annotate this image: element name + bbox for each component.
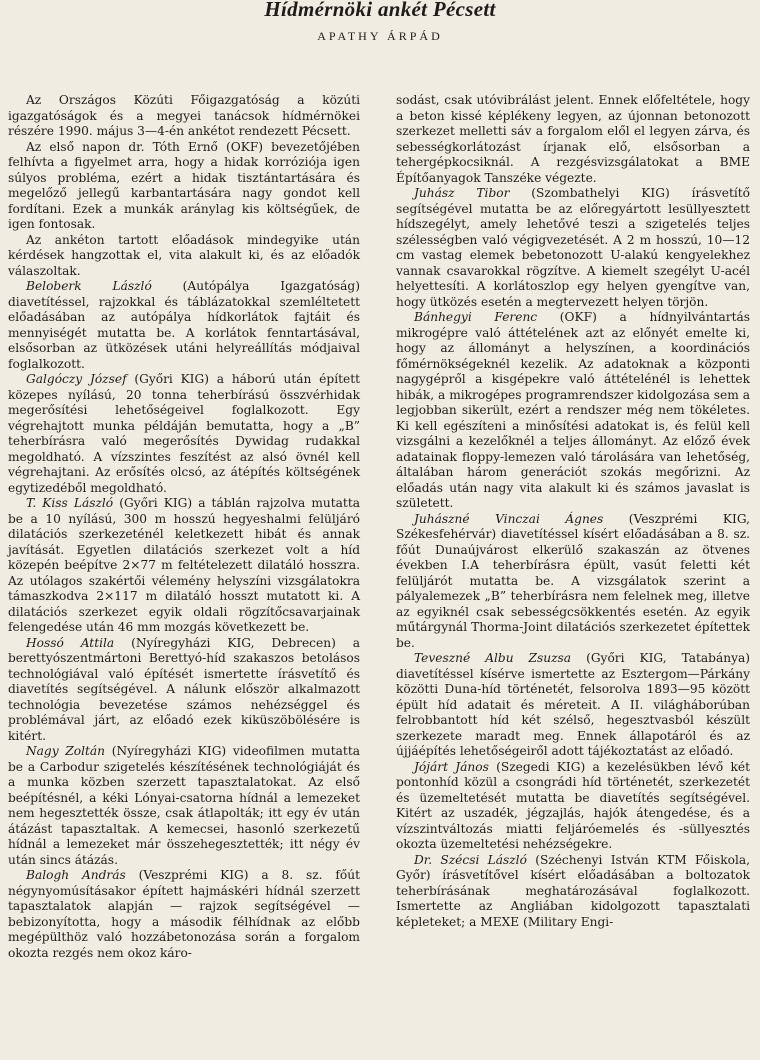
paragraph-text: sodást, csak utóvibrálást jelent. Ennek előfeltétele, hogy a beton kissé képlékeny legyen, az újonnan betonozott szerkezet melletti sáv a forgalom elől el legyen zárva, és sebességkorlátozást írjanak elő, elsősorban a tehergépkocsiknál. A rezgésvizsgálatokat a BME Építőanyagok Tanszéke végezte. xyxy=(396,93,750,185)
paragraph-text: Az első napon dr. Tóth Ernő (OKF) bevezetőjében felhívta a figyelmet arra, hogy a hidak korróziója igen súlyos probléma, ezért a hidak tisztántartására és megelőző jellegű karbantartására nagy gondot kell fordítani. Ezek a munkák aránylag kis költségűek, de igen fontosak. xyxy=(8,139,360,231)
speaker-name: Hossó Attila xyxy=(26,635,115,650)
paragraph xyxy=(8,372,360,496)
paragraph-text: (Veszprémi KIG, Székesfehérvár) diavetítéssel kísért előadásában a 8. sz. főút Dunaújvárost elkerülő szakaszán az ötvenes években I.A teherbírásra épült, vasút feletti két felüljárót mutatta be. A vizsgálatok szerint a pályalemezek „B” teherbírásra nem felelnek meg, illetve az egyiknél csak sebességcsökkentés esetén. Az egyik műtárgynál Thorma-Joint dilatációs szerkezetet építettek be. xyxy=(396,511,750,650)
paragraph xyxy=(396,853,750,931)
speaker-name: Juhászné Vinczai Ágnes xyxy=(414,511,604,526)
paragraph xyxy=(8,744,360,868)
paragraph xyxy=(396,651,750,760)
speaker-name: Juhász Tibor xyxy=(414,186,510,200)
paragraph xyxy=(8,233,360,280)
paragraph xyxy=(8,496,360,636)
paragraph xyxy=(8,636,360,745)
right-column xyxy=(396,93,750,930)
paragraph-text: (Nyíregyházi KIG) videofilmen mutatta be a Carbodur szigetelés készítésének technológiáját és a munka közben szerzett tapasztalatokat. Az első beépítésnél, a kéki Lónyai-csatorna hídnál a lemezeket nem hegesztették össze, csak átlapolták; itt egy év után átázást tapasztaltak. A kemecsei, hasonló szerkezetű hídnál a lemezeket már összehegesztették; itt négy év után sincs átázás. xyxy=(8,744,360,867)
paragraph-text: (Győri KIG) a táblán rajzolva mutatta be a 10 nyílású, 300 m hosszú hegyeshalmi felüljáró dilatációs szerkezeténél keletkezett hibát és annak javítását. Egyetlen dilatációs szerkezet volt a híd közepén beépítve 2×77 m feltételezett dilatáló hosszra. Az utólagos szakértői vélemény helyszíni vizsgálatokra támaszkodva 2×117 m dilatáló hosszt mutatott ki. A dilatációs szerkezet egyik oldali rögzítőcsavarjainak felengedése után 46 mm mozgás következett be. xyxy=(8,496,360,634)
paragraph-text: (Nyíregyházi KIG, Debrecen) a berettyószentmártoni Berettyó-híd szakaszos betolásos technológiával való építését ismertette írásvetítő és diavetítés segítségével. A nálunk először alkalmazott technológia bevezetése számos nehézséggel és problémával járt, az előadó ezek kiküszöbölésére is kitért. xyxy=(8,635,360,743)
speaker-name: Galgóczy József xyxy=(26,372,127,386)
paragraph xyxy=(8,868,360,961)
paragraph-text: Az ankéton tartott előadások mindegyike után kérdések hangzottak el, vita alakult ki, és az előadók válaszoltak. xyxy=(8,232,360,278)
speaker-name: Dr. Szécsi László xyxy=(414,852,527,867)
speaker-name: Bánhegyi Ferenc xyxy=(414,310,538,324)
article-author: APATHY ÁRPÁD xyxy=(317,29,443,43)
paragraph-text: (Veszprémi KIG) a 8. sz. főút négynyomúsításakor épített hajmáskéri hídnál szerzett tapasztalatok alapján — rajzok segítségével — bebizonyította, hogy a második félhídnak az előbb megépülthöz való hozzábetonozása során a forgalom okozta rezgés nem okoz káro- xyxy=(8,868,360,960)
left-column xyxy=(8,93,360,961)
paragraph xyxy=(396,93,750,186)
paragraph-text: (Győri KIG, Tatabánya) diavetítéssel kísérve ismertette az Esztergom—Párkány közötti Duna-híd történetét, felsorolva 1893—95 között épült híd adatait és méreteit. A II. világháborúban felrobbantott híd két szélső, hegesztvasból készült szerkezete maradt meg. Ennek állapotáról és az újjáépítés lehetőségeiről adott tájékoztatást az előadó. xyxy=(396,651,751,758)
speaker-name: T. Kiss László xyxy=(26,496,114,510)
paragraph xyxy=(396,186,750,310)
paragraph-text: (Autópálya Igazgatóság) diavetítéssel, rajzokkal és táblázatokkal szemléltetett előadásában az autópálya hídkorlátok fajtáit és mennyiségét mutatta be. A korlátok fenntartásával, elsősorban az ütközések utáni helyreállítás módjaival foglalkozott. xyxy=(8,279,360,371)
speaker-name: Teveszné Albu Zsuzsa xyxy=(414,651,572,665)
paragraph xyxy=(396,760,750,853)
paragraph-text: (Szombathelyi KIG) írásvetítő segítségével mutatta be az előregyártott lesüllyesztett hídszegélyt, amely lehetővé teszi a szigetelés teljes szélességben való végigvezetését. A 2 m hosszú, 10—12 cm vastag elemek bebetonozott U-alakú kengyelekhez vannak csavarokkal rögzítve. A kiemelt szegélyt U-acél helyettesíti. A korlátoszlop egy helyen gyengítve van, hogy ütközés esetén a megtervezett helyen törjön. xyxy=(396,186,750,309)
speaker-name: Nagy Zoltán xyxy=(26,744,106,758)
paragraph xyxy=(8,279,360,372)
paragraph-text: (Győri KIG) a háború után épített közepes nyílású, 20 tonna teherbírású összvérhidak megerősítési lehetőségeivel foglalkozott. Egy végrehajtott munka példáján bemutatta, hogy a „B” teherbírásra való megerősítés Dywidag rudakkal megoldható. A vízszintes feszítést az alsó övnél kell végrehajtani. Az erősítés olcsó, az átépítés költségének egytizedéből megoldható. xyxy=(8,372,360,495)
paragraph-text: (Széchenyi István KTM Főiskola, Győr) írásvetítővel kísért előadásában a boltozatok teherbírásának meghatározásával foglalkozott. Ismertette az Angliában kidolgozott tapasztalati képleteket; a MEXE (Military Engi- xyxy=(396,852,750,929)
speaker-name: Beloberk László xyxy=(26,279,152,293)
speaker-name: Jójárt János xyxy=(414,759,489,774)
paragraph xyxy=(396,512,750,652)
paragraph-text: Az Országos Közúti Főigazgatóság a közúti igazgatóságok és a megyei tanácsok hídmérnökei részére 1990. május 3—4-én ankétot rendezett Pécsett. xyxy=(8,93,360,138)
paragraph-text: (Szegedi KIG) a kezelésükben lévő két pontonhíd közül a csongrádi híd történetét, szerkezetét és üzemeltetését mutatta be diavetítés segítségével. Kitért az uszadék, jégzajlás, hajók átengedése, és a vízszintváltozás miatti feljáróemelés és -süllyesztés okozta üzemeltetési nehézségekre. xyxy=(396,759,750,851)
paragraph xyxy=(396,310,750,512)
speaker-name: Balogh András xyxy=(26,868,126,882)
paragraph xyxy=(8,140,360,233)
paragraph xyxy=(8,93,360,140)
article-title: Hídmérnöki ankét Pécsett xyxy=(264,0,496,21)
paragraph-text: (OKF) a hídnyilvántartás mikrogépre való áttételének azt az előnyét emelte ki, hogy az állományt a helyszínen, a koordinációs főmérnökségeknél kezelik. Az adatoknak a központi nagygépről a kisgépekre való áttételénél is lehettek hibák, a mikrogépes programrendszer kidolgozása sem a legjobban sikerült, ezért a rendszer még nem tökéletes. Ki kell egészíteni a minősítési adatokat is, és felül kell vizsgálni a kezelőknél a teljes állományt. Az előző évek adatainak floppy-lemezen való tárolására van lehetőség, általában három generációt szokás megőrizni. Az előadás után nagy vita alakult ki és számos javaslat is született. xyxy=(396,310,750,510)
